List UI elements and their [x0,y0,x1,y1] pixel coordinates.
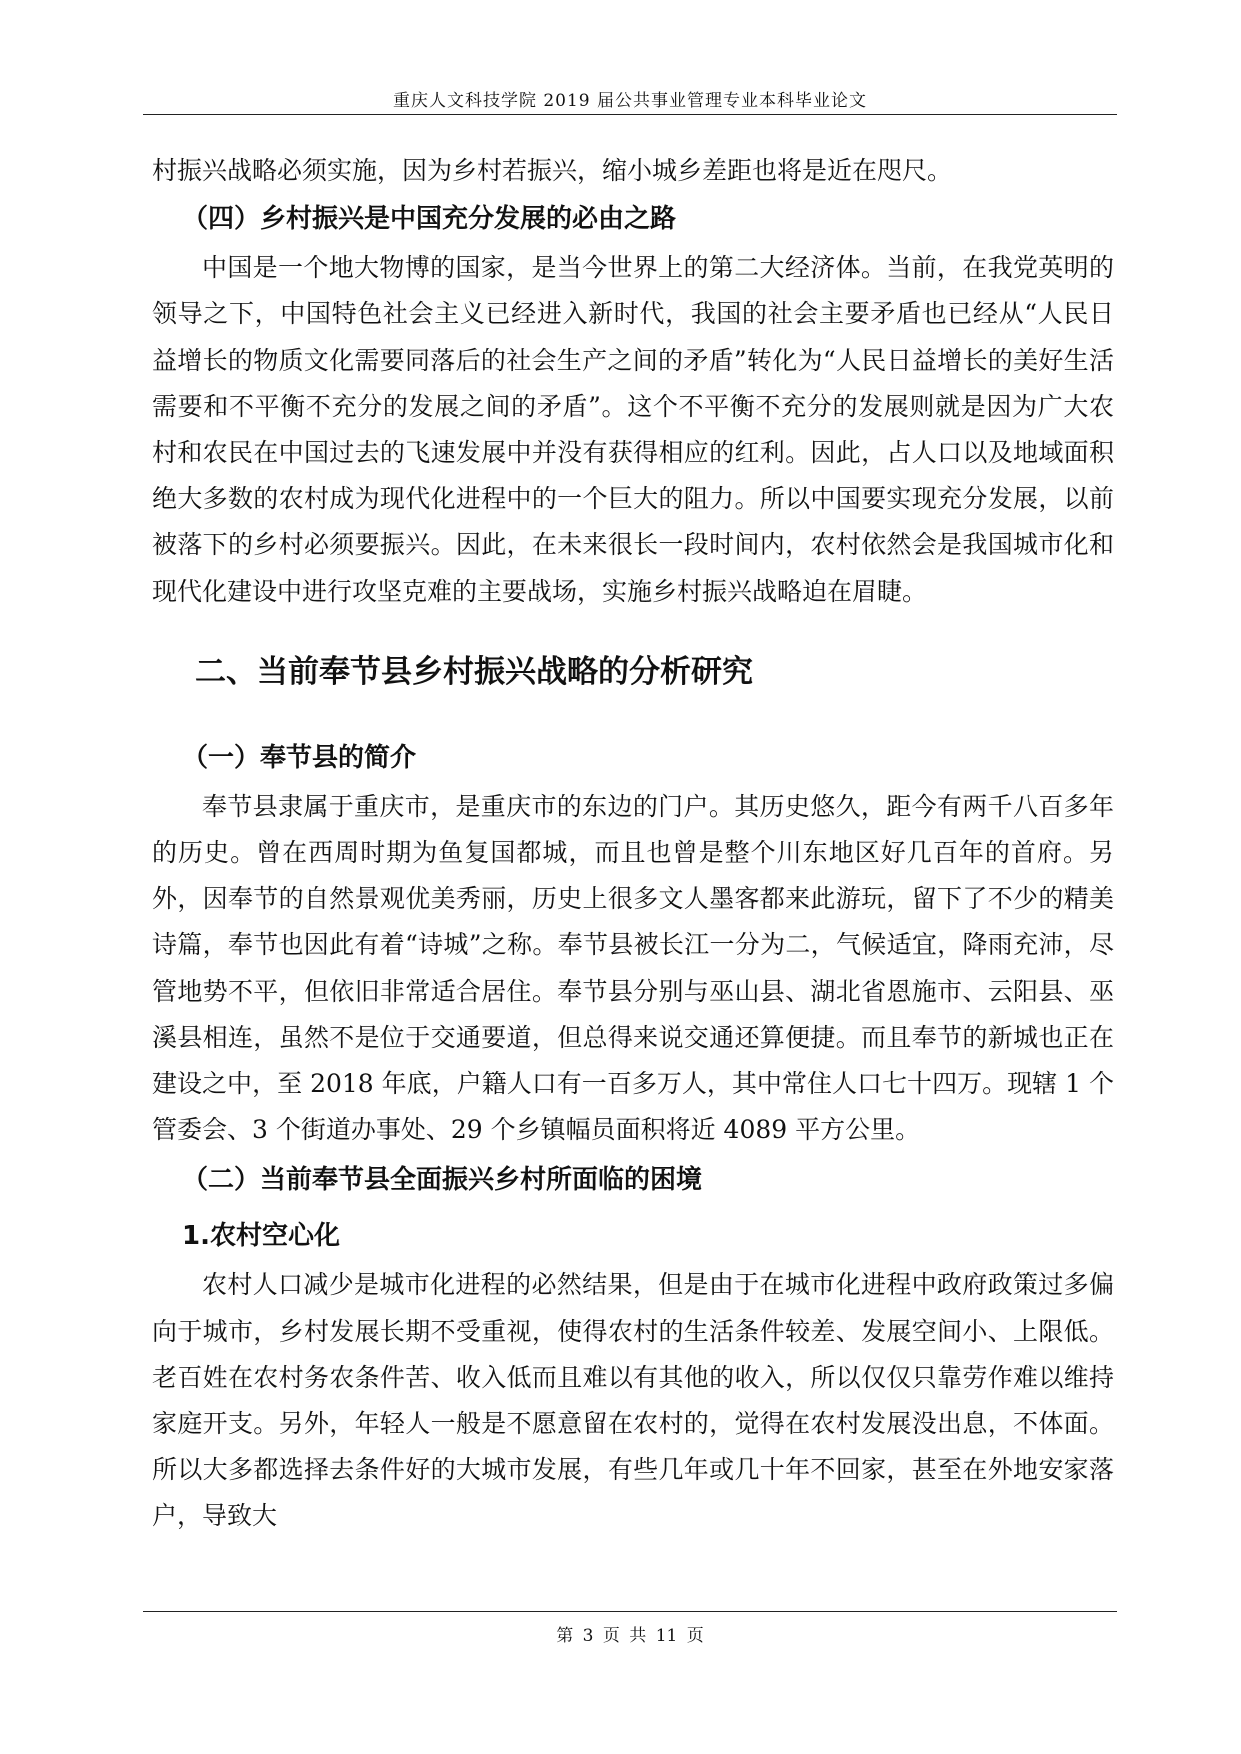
section-heading-2-2: （二）当前奉节县全面振兴乡村所面临的困境 [182,1165,703,1196]
paragraph-continued: 村振兴战略必须实施，因为乡村若振兴，缩小城乡差距也将是近在咫尺。 [152,156,953,185]
running-header: 重庆人文科技学院 2019 届公共事业管理专业本科毕业论文 [392,91,868,111]
paragraph-fengjie-intro: 奉节县隶属于重庆市，是重庆市的东边的门户。其历史悠久，距今有两千八百多年的历史。曾在西周时期为鱼复国都城，而且也曾是整个川东地区好几百年的首府。另外，因奉节的自然景观优美秀丽，历史上很多文人墨客都来此游玩，留下了不少的精美诗篇，奉节也因此有着“诗城”之称。奉节县被长江一分为二，气候适宜，降雨充沛，尽管地势不平，但依旧非常适合居住。奉节县分别与巫山县、湖北省恩施市、云阳县、巫溪县相连，虽然不是位于交通要道，但总得来说交通还算便捷。而且奉节的新城也正在建设之中，至 2018 年底，户籍人口有一百多万人，其中常住人口七十四万。现辖 1 个管委会、3 个街道办事处、29 个乡镇幅员面积将近 4089 平方公里。 [152,791,1114,1145]
section-heading-2-1: （一）奉节县的简介 [182,742,417,773]
subsection-heading-2-2-1: 1.农村空心化 [182,1221,340,1252]
footer-divider [143,1611,1117,1612]
paragraph-development: 中国是一个地大物博的国家，是当今世界上的第二大经济体。当前，在我党英明的领导之下，中国特色社会主义已经进入新时代，我国的社会主要矛盾也已经从“人民日益增长的物质文化需要同落后的社会生产之间的矛盾”转化为“人民日益增长的美好生活需要和不平衡不充分的发展之间的矛盾”。这个不平衡不充分的发展则就是因为广大农村和农民在中国过去的飞速发展中并没有获得相应的红利。因此，占人口以及地域面积绝大多数的农村成为现代化进程中的一个巨大的阻力。所以中国要实现充分发展，以前被落下的乡村必须要振兴。因此，在未来很长一段时间内，农村依然会是我国城市化和现代化建设中进行攻坚克难的主要战场，实施乡村振兴战略迫在眉睫。 [152,253,1114,606]
paragraph-hollowing: 农村人口减少是城市化进程的必然结果，但是由于在城市化进程中政府政策过多偏向于城市，乡村发展长期不受重视，使得农村的生活条件较差、发展空间小、上限低。老百姓在农村务农条件苦、收入低而且难以有其他的收入，所以仅仅只靠劳作难以维持家庭开支。另外，年轻人一般是不愿意留在农村的，觉得在农村发展没出息，不体面。所以大多都选择去条件好的大城市发展，有些几年或几十年不回家，甚至在外地安家落户，导致大 [152,1270,1114,1531]
header-divider [143,114,1117,115]
section-heading-4: （四）乡村振兴是中国充分发展的必由之路 [182,204,677,235]
page-body [152,148,1114,1540]
chapter-heading-2: 二、当前奉节县乡村振兴战略的分析研究 [195,653,753,690]
page-number: 第 3 页 共 11 页 [556,1626,704,1646]
